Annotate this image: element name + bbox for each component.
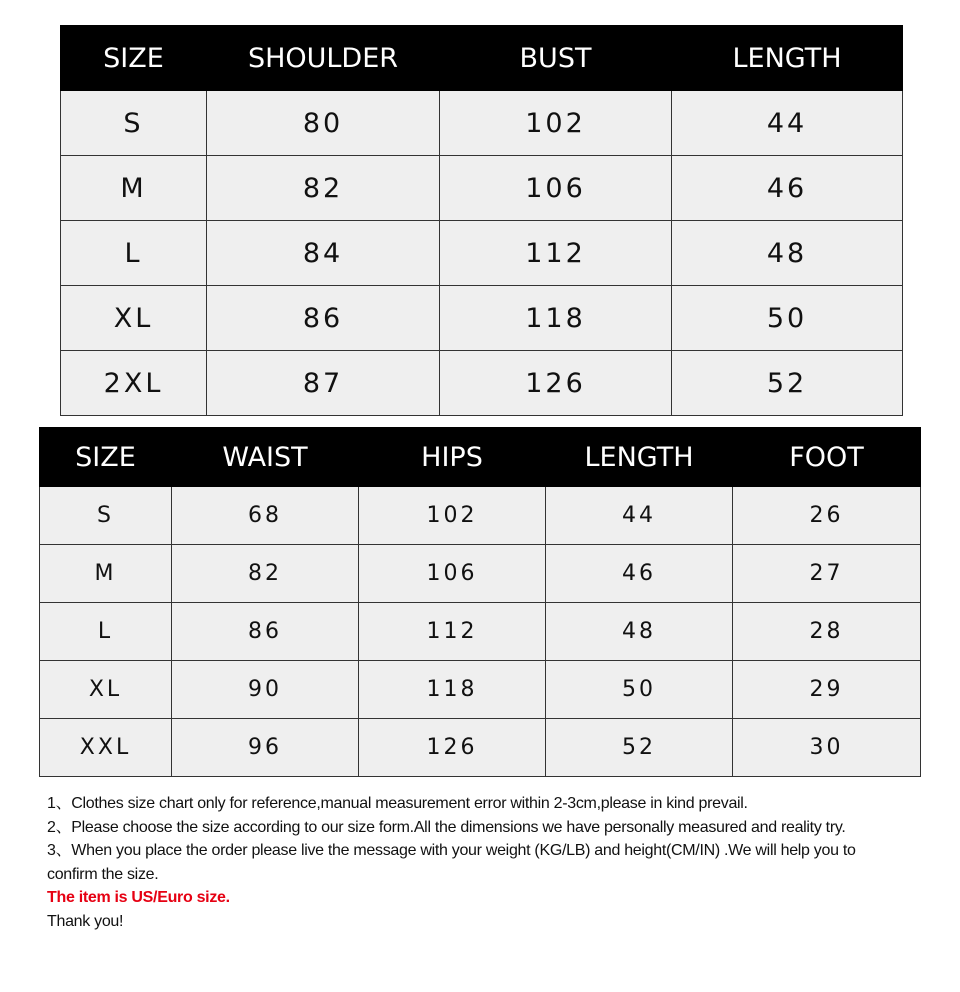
table-row <box>61 221 903 286</box>
measurement-cell: 87 <box>207 351 440 416</box>
measurement-cell: 86 <box>172 603 359 661</box>
measurement-cell: 50 <box>546 661 733 719</box>
size-cell: S <box>61 91 207 156</box>
measurement-cell: 112 <box>359 603 546 661</box>
column-header: SIZE <box>40 428 172 487</box>
size-cell: S <box>40 487 172 545</box>
measurement-cell: 118 <box>359 661 546 719</box>
size-cell: M <box>61 156 207 221</box>
measurement-cell: 102 <box>359 487 546 545</box>
measurement-cell: 106 <box>440 156 672 221</box>
note-2: 2、Please choose the size according to our size form.All the dimensions we have personally measured and reality try. <box>47 818 846 836</box>
table-row <box>61 156 903 221</box>
header-row <box>40 428 921 487</box>
measurement-cell: 82 <box>172 545 359 603</box>
table-row <box>40 719 921 777</box>
measurement-cell: 106 <box>359 545 546 603</box>
size-cell: 2XL <box>61 351 207 416</box>
measurement-cell: 96 <box>172 719 359 777</box>
measurement-cell: 28 <box>733 603 921 661</box>
measurement-cell: 82 <box>207 156 440 221</box>
size-notes <box>47 792 867 933</box>
header-row <box>61 26 903 91</box>
measurement-cell: 26 <box>733 487 921 545</box>
measurement-cell: 52 <box>546 719 733 777</box>
measurement-cell: 46 <box>672 156 903 221</box>
measurement-cell: 44 <box>546 487 733 545</box>
measurement-cell: 48 <box>546 603 733 661</box>
measurement-cell: 102 <box>440 91 672 156</box>
table-row <box>40 661 921 719</box>
size-cell: XL <box>40 661 172 719</box>
top-size-table <box>60 25 903 416</box>
measurement-cell: 30 <box>733 719 921 777</box>
measurement-cell: 46 <box>546 545 733 603</box>
measurement-cell: 90 <box>172 661 359 719</box>
measurement-cell: 44 <box>672 91 903 156</box>
measurement-cell: 48 <box>672 221 903 286</box>
column-header: WAIST <box>172 428 359 487</box>
note-3: 3、When you place the order please live the message with your weight (KG/LB) and height(CM/IN) .We will help you to confirm the size. <box>47 842 856 883</box>
table-row <box>40 487 921 545</box>
table-row <box>40 545 921 603</box>
column-header: HIPS <box>359 428 546 487</box>
bottom-size-table <box>39 427 921 777</box>
measurement-cell: 112 <box>440 221 672 286</box>
column-header: FOOT <box>733 428 921 487</box>
size-cell: XL <box>61 286 207 351</box>
size-cell: XXL <box>40 719 172 777</box>
measurement-cell: 29 <box>733 661 921 719</box>
measurement-cell: 80 <box>207 91 440 156</box>
measurement-cell: 118 <box>440 286 672 351</box>
size-cell: L <box>40 603 172 661</box>
measurement-cell: 126 <box>359 719 546 777</box>
us-euro-size-warning: The item is US/Euro size. <box>47 889 230 906</box>
size-cell: M <box>40 545 172 603</box>
column-header: SIZE <box>61 26 207 91</box>
measurement-cell: 68 <box>172 487 359 545</box>
measurement-cell: 84 <box>207 221 440 286</box>
measurement-cell: 27 <box>733 545 921 603</box>
table-row <box>61 351 903 416</box>
table-row <box>40 603 921 661</box>
column-header: BUST <box>440 26 672 91</box>
measurement-cell: 86 <box>207 286 440 351</box>
thank-you-text: Thank you! <box>47 912 124 930</box>
column-header: SHOULDER <box>207 26 440 91</box>
table-row <box>61 286 903 351</box>
note-1: 1、Clothes size chart only for reference,manual measurement error within 2-3cm,please in kind prevail. <box>47 795 748 812</box>
size-cell: L <box>61 221 207 286</box>
column-header: LENGTH <box>546 428 733 487</box>
table-row <box>61 91 903 156</box>
measurement-cell: 126 <box>440 351 672 416</box>
measurement-cell: 52 <box>672 351 903 416</box>
measurement-cell: 50 <box>672 286 903 351</box>
column-header: LENGTH <box>672 26 903 91</box>
